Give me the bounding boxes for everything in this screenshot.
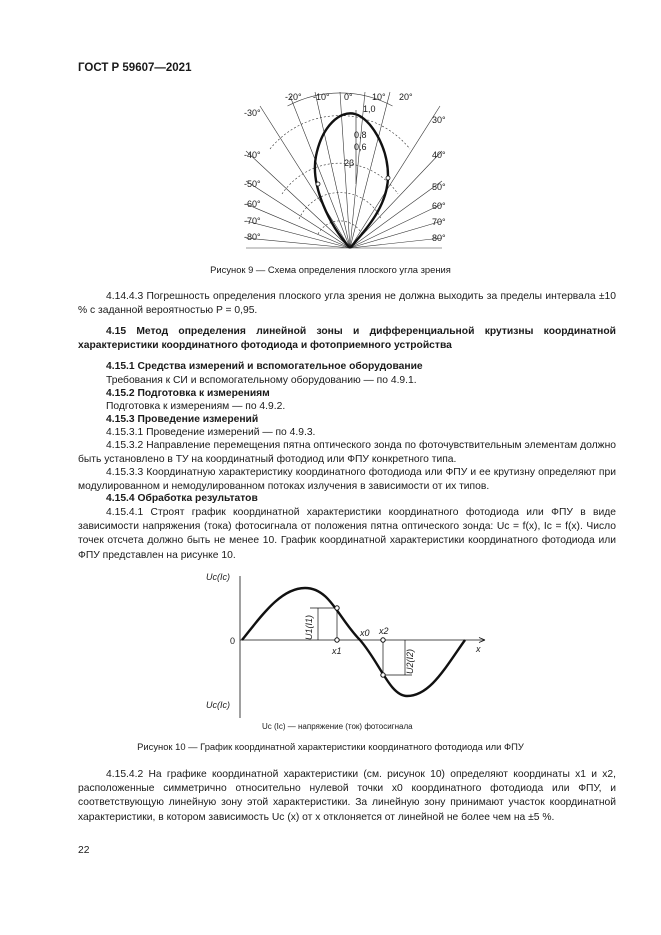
- point-x1: [335, 606, 339, 610]
- paragraph-4-14-4-3: 4.14.4.3 Погрешность определения плоского угла зрения не должна выходить за пределы интервала ±10 % с заданной вероятностью P = 0,95.: [78, 291, 616, 317]
- point-x2-axis: [381, 638, 385, 642]
- top-label-20: 20°: [399, 92, 413, 102]
- left-label-m30: -30°: [244, 108, 261, 118]
- point-x2: [381, 673, 385, 677]
- x-axis-label: x: [476, 644, 481, 654]
- top-label-m10: -10°: [313, 92, 330, 102]
- top-label-10: 10°: [372, 92, 386, 102]
- zero-label: 0: [230, 636, 236, 646]
- paragraph-4-15-3-1: 4.15.3.1 Проведение измерений — по 4.9.3.: [106, 427, 316, 438]
- radiation-pattern-curve: [315, 113, 388, 248]
- top-label-m20: -20°: [285, 92, 302, 102]
- point-x1-axis: [335, 638, 339, 642]
- document-header: ГОСТ Р 59607—2021: [78, 62, 192, 74]
- half-level-point-left: [316, 182, 320, 186]
- section-4-15-2-heading: 4.15.2 Подготовка к измерениям: [106, 388, 270, 399]
- figure10-note: Uс (Iс) — напряжение (ток) фотосигнала: [262, 722, 413, 731]
- figure9-caption: Рисунок 9 — Схема определения плоского угла зрения: [210, 264, 451, 275]
- level-label-0-6: 0,6: [354, 142, 367, 152]
- y-bottom-label: Uс(Iс): [206, 700, 230, 710]
- y-top-label: Uс(Iс): [206, 572, 230, 582]
- paragraph-4-15-3-2: 4.15.3.2 Направление перемещения пятна оптического зонда по фоточувствительным элементам должно быть установлено в ТУ на координатный фотодиод или ФПУ конкретного типа.: [78, 440, 616, 466]
- page-number: 22: [78, 845, 90, 856]
- paragraph-4-15-4-2: 4.15.4.2 На графике координатной характеристики (см. рисунок 10) определяют координаты x1 и x2, расположенные симметрично относительно нулевой точки x0 координатного фотодиода или ФПУ, и соответствующую линейную зону этой характеристики. За линейную зону принимают участок координатной характеристики, в котором зависимость Uc (x) от x отклоняется от линейной не более чем на ±5 %.: [78, 769, 616, 823]
- beta-label: 2β: [344, 158, 355, 168]
- u1-label: U1(I1): [304, 614, 314, 640]
- right-label-70: 70°: [432, 217, 446, 227]
- left-label-m60: -60°: [244, 199, 261, 209]
- section-4-15-1-heading: 4.15.1 Средства измерений и вспомогательное оборудование: [106, 361, 423, 372]
- coordinate-characteristic-figure: [200, 568, 500, 738]
- section-4-15-3-heading: 4.15.3 Проведение измерений: [106, 414, 259, 425]
- x1-label: x1: [332, 646, 342, 656]
- right-label-40: 40°: [432, 150, 446, 160]
- left-label-m50: -50°: [244, 179, 261, 189]
- u2-label: U2(I2): [405, 648, 415, 674]
- x0-label: x0: [360, 628, 370, 638]
- paragraph-4-15-1: Требования к СИ и вспомогательному оборудованию — по 4.9.1.: [106, 375, 417, 386]
- right-label-50: 50°: [432, 182, 446, 192]
- half-level-point-right: [386, 176, 390, 180]
- right-label-80: 80°: [432, 233, 446, 243]
- polar-diagram-figure: [230, 86, 450, 256]
- paragraph-4-15-3-3: 4.15.3.3 Координатную характеристику координатного фотодиода или ФПУ и ее крутизну определяют при модулированном и немодулированном потоках излучения в зависимости от их типов.: [78, 467, 616, 493]
- section-4-15-heading: 4.15 Метод определения линейной зоны и дифференциальной крутизны координатной характеристики координатного фотодиода и фотоприемного устройства: [78, 326, 616, 352]
- x2-label: x2: [379, 626, 389, 636]
- left-label-m40: -40°: [244, 150, 261, 160]
- left-label-m80: -80°: [244, 232, 261, 242]
- level-label-1-0: 1,0: [363, 104, 376, 114]
- paragraph-4-15-4-1: 4.15.4.1 Строят график координатной характеристики координатного фотодиода или ФПУ в виде зависимости напряжения (тока) фотосигнала от положения пятна оптического зонда: Uc = f(x), Ic = f(x). Число точек отсчета должно быть не менее 10. График координатной характеристики координатного фотодиода или ФПУ представлен на рисунке 10.: [78, 507, 616, 561]
- top-label-0: 0°: [344, 92, 353, 102]
- level-label-0-8: 0,8: [354, 130, 367, 140]
- characteristic-curve: [242, 588, 465, 696]
- right-label-30: 30°: [432, 115, 446, 125]
- section-4-15-4-heading: 4.15.4 Обработка результатов: [106, 493, 258, 504]
- figure10-caption: Рисунок 10 — График координатной характеристики координатного фотодиода или ФПУ: [137, 741, 524, 752]
- right-label-60: 60°: [432, 201, 446, 211]
- paragraph-4-15-2: Подготовка к измерениям — по 4.9.2.: [106, 401, 286, 412]
- left-label-m70: -70°: [244, 216, 261, 226]
